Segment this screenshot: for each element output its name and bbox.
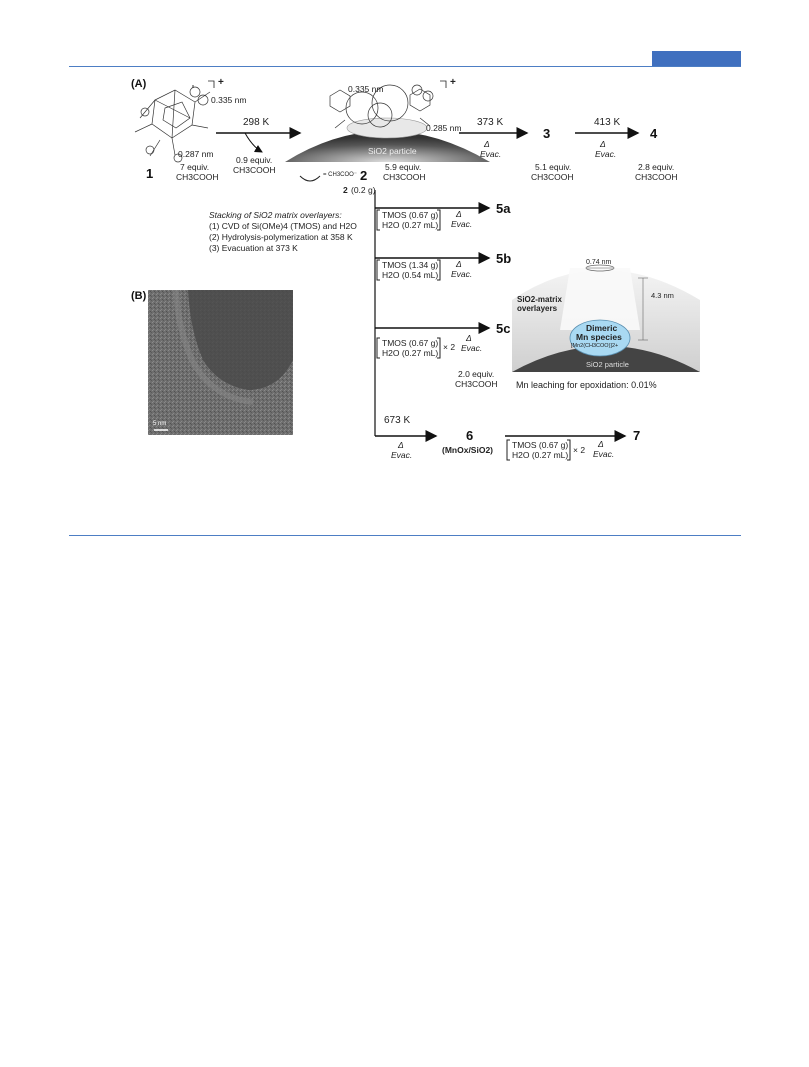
heat-symbol: Δ [598,439,604,449]
evacuation-label: Evac. [593,449,615,459]
step-3: (3) Evacuation at 373 K [209,243,298,253]
distance-label: 0.335 nm [211,95,247,105]
acid-formula: CH3COOH [383,172,426,182]
evacuation-label: Evac. [391,450,413,460]
temperature-label: 413 K [594,117,621,128]
acid-formula: CH3COOH [455,379,498,389]
step-1: (1) CVD of Si(OMe)4 (TMOS) and H2O [209,221,357,231]
heat-symbol: Δ [600,139,606,149]
reagent-tmos: TMOS (0.67 g) [382,210,439,220]
mn-species-title: Dimeric [586,323,618,333]
evacuation-label: Evac. [595,149,617,159]
compound-7: 7 [633,428,641,443]
acid-equiv: 5.1 equiv. [535,162,572,172]
acid-equiv: 7 equiv. [180,162,210,172]
acid-formula: CH3COOH [531,172,574,182]
distance-label: 0.335 nm [348,84,384,94]
reagent-water: H2O (0.27 mL) [512,450,569,460]
acid-formula: CH3COOH [233,165,276,175]
repeat-label: × 2 [443,342,456,352]
mn-formula: [Mn2(CH3COO)]2+ [571,343,619,349]
charge-1: + [218,77,224,88]
heat-symbol: Δ [484,139,490,149]
reagent-tmos: TMOS (0.67 g) [382,338,439,348]
stacking-title: Stacking of SiO2 matrix overlayers: [209,210,342,220]
acid-formula: CH3COOH [176,172,219,182]
charge-2: + [450,77,456,88]
step-2: (2) Hydrolysis-polymerization at 358 K [209,232,353,242]
evacuation-label: Evac. [461,343,483,353]
leaching-note: Mn leaching for epoxidation: 0.01% [516,380,657,390]
acid-equiv: 0.9 equiv. [236,155,273,165]
temperature-label: 298 K [243,117,270,128]
dimension-label: 0.74 nm [586,259,612,266]
distance-label: 0.287 nm [178,149,214,159]
arrow-release-acid-1 [245,133,262,152]
evacuation-label: Evac. [480,149,502,159]
repeat-label: × 2 [573,445,586,455]
particle-label: SiO2 particle [586,360,629,369]
reagent-water: H2O (0.27 mL) [382,220,439,230]
reagent-water: H2O (0.54 mL) [382,270,439,280]
acid-equiv: 5.9 equiv. [385,162,422,172]
panel-a-label: (A) [131,78,147,90]
heat-symbol: Δ [398,440,404,450]
acetate-glyph [300,176,320,181]
compound-1: 1 [146,166,154,181]
overlayer-label: SiO2-matrix overlayers [517,295,562,314]
evacuation-label: Evac. [451,269,473,279]
mn-species-title: Mn species [576,332,622,342]
heat-symbol: Δ [456,209,462,219]
compound-4: 4 [650,126,658,141]
amount-label: (0.2 g) [351,185,376,195]
overlayer-diagram [512,265,700,372]
particle-label: SiO2 particle [368,146,417,156]
compound-2: 2 [360,168,368,183]
compound-5c: 5c [496,321,511,336]
compound-6: 6 [466,428,474,443]
reagent-water: H2O (0.27 mL) [382,348,439,358]
compound-5b: 5b [496,251,512,266]
reagent-tmos: TMOS (0.67 g) [512,440,569,450]
temperature-label: 373 K [477,117,504,128]
compound-5a: 5a [496,201,511,216]
scale-bar-label: 5 nm [153,421,167,427]
acid-formula: CH3COOH [635,172,678,182]
compound-3: 3 [543,126,551,141]
acetate-legend: = CH3COO⁻ [323,172,358,178]
compound-2-ref: 2 [343,185,348,195]
temperature-label: 673 K [384,415,411,426]
panel-b-label: (B) [131,290,147,302]
distance-label: 0.285 nm [426,123,462,133]
acid-equiv: 2.0 equiv. [458,369,495,379]
tem-image [148,290,293,435]
heat-symbol: Δ [456,259,462,269]
compound-6-formula: (MnOx/SiO2) [442,445,494,455]
dimension-label: 4.3 nm [651,291,674,300]
acid-equiv: 2.8 equiv. [638,162,675,172]
reagent-tmos: TMOS (1.34 g) [382,260,439,270]
heat-symbol: Δ [466,333,472,343]
evacuation-label: Evac. [451,219,473,229]
